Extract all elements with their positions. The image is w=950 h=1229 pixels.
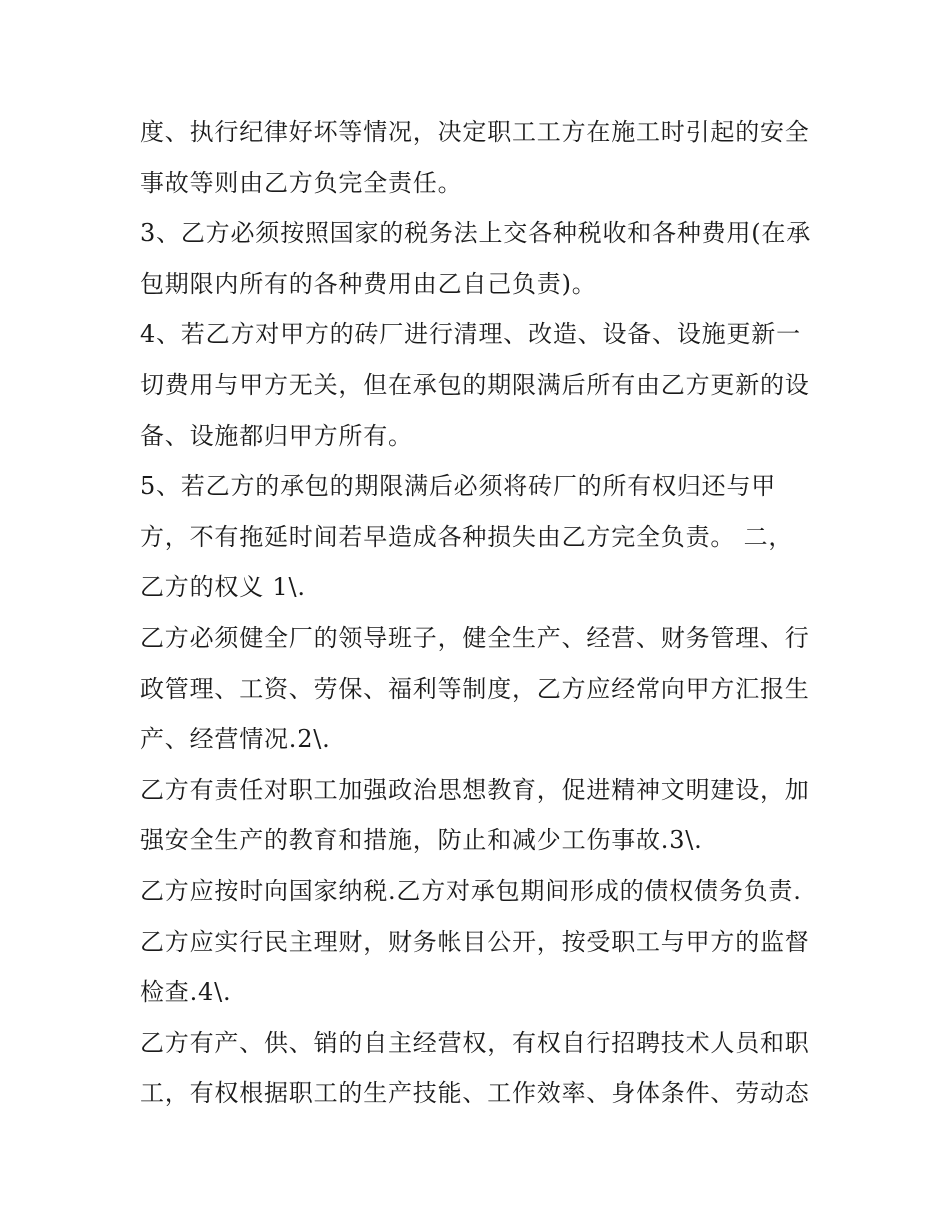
text-line: 度、执行纪律好坏等情况，决定职工工方在施工时引起的安全 bbox=[140, 118, 810, 146]
text-line: 乙方应按时向国家纳税.乙方对承包期间形成的债权债务负责. bbox=[140, 876, 802, 905]
text-line: 包期限内所有的各种费用由乙自己负责)。 bbox=[140, 269, 597, 298]
text-line: 乙方有责任对职工加强政治思想教育，促进精神文明建设，加 bbox=[140, 775, 810, 804]
text-line: 工，有权根据职工的生产技能、工作效率、身体条件、劳动态 bbox=[140, 1079, 810, 1108]
text-line: 检查.4\. bbox=[140, 978, 232, 1007]
text-line: 方，不有拖延时间若早造成各种损失由乙方完全负责。 二， bbox=[140, 522, 794, 551]
text-line: 产、经营情况.2\. bbox=[140, 725, 331, 754]
text-line: 5、若乙方的承包的期限满后必须将砖厂的所有权归还与甲 bbox=[140, 472, 777, 501]
text-line: 乙方必须健全厂的领导班子，健全生产、经营、财务管理、行 bbox=[140, 623, 810, 652]
text-line: 强安全生产的教育和措施，防止和减少工伤事故.3\. bbox=[140, 826, 703, 855]
text-line: 政管理、工资、劳保、福利等制度，乙方应经常向甲方汇报生 bbox=[140, 674, 810, 703]
text-line: 乙方有产、供、销的自主经营权，有权自行招聘技术人员和职 bbox=[140, 1028, 810, 1057]
text-line: 切费用与甲方无关，但在承包的期限满后所有由乙方更新的设 bbox=[140, 370, 810, 399]
text-line: 备、设施都归甲方所有。 bbox=[140, 421, 413, 450]
text-line: 乙方的权义 1\. bbox=[140, 573, 306, 602]
text-line: 3、乙方必须按照国家的税务法上交各种税收和各种费用(在承 bbox=[140, 219, 812, 248]
text-line: 事故等则由乙方负完全责任。 bbox=[140, 168, 463, 197]
text-line: 4、若乙方对甲方的砖厂进行清理、改造、设备、设施更新一 bbox=[140, 320, 801, 349]
text-line: 乙方应实行民主理财，财务帐目公开，按受职工与甲方的监督 bbox=[140, 927, 810, 956]
body-text bbox=[140, 107, 830, 1119]
